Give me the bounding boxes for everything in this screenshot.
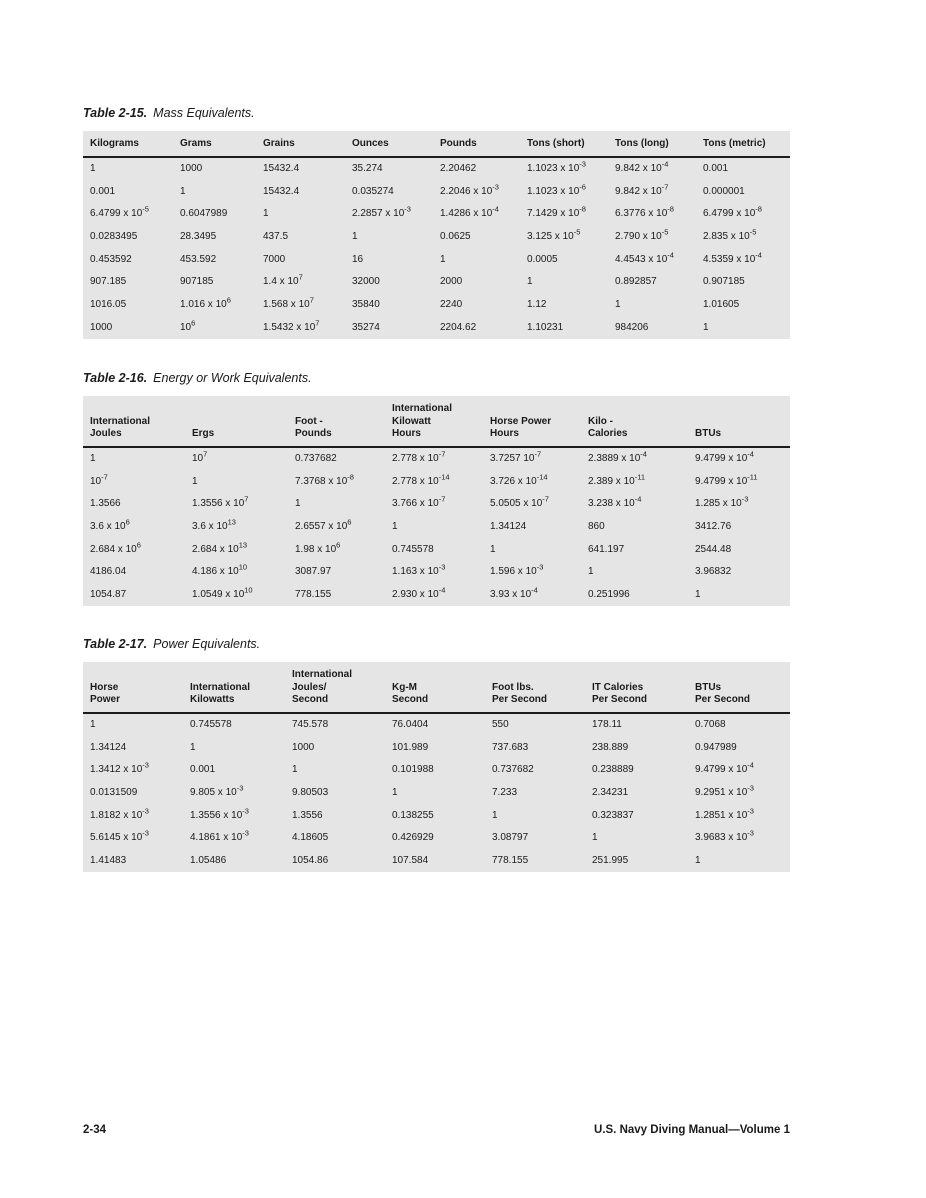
table-row (83, 782, 790, 805)
table-cell: 984206 (615, 321, 649, 333)
table-row (83, 271, 790, 294)
table-cell: 1054.86 (292, 854, 329, 866)
power-equivalents-table (83, 662, 790, 872)
table-cell: 3.6 x $10^6$ (90, 517, 130, 532)
table-cell: 7.1429 x $10^{-8}$ (527, 204, 586, 220)
table-cell: 76.0404 (392, 718, 429, 730)
table-cell: 6.4799 x $10^{-8}$ (703, 204, 762, 220)
table-cell: 1.10231 (527, 321, 564, 333)
table-row (83, 203, 790, 226)
table-cell: 550 (492, 718, 509, 730)
table-cell: 1.1023 x $10^{-6}$ (527, 182, 586, 197)
table-cell: 4.18605 (292, 832, 329, 844)
table-cell: 2.790 x $10^{-5}$ (615, 227, 669, 242)
table-cell: 1.2851 x $10^{-3}$ (695, 806, 754, 821)
table-cell: 28.3495 (180, 230, 217, 242)
table-cell: 453.592 (180, 253, 217, 265)
table-cell: 2.778 x $10^{-14}$ (392, 472, 450, 487)
table-row (83, 294, 790, 317)
mass-equivalents-section (83, 105, 790, 339)
table-cell: 1 (392, 786, 398, 798)
table-cell: 1 (588, 566, 594, 578)
table-cell: 2204.62 (440, 321, 477, 333)
column-header: International Joules (83, 396, 185, 447)
table-title (83, 105, 790, 122)
column-header: Tons (long) (608, 131, 696, 157)
column-header: Kilograms (83, 131, 173, 157)
table-row (83, 713, 790, 737)
table-cell: 0.0131509 (90, 786, 138, 798)
column-header: Horse Power Hours (483, 396, 581, 447)
table-row (83, 584, 790, 607)
table-cell: 3087.97 (295, 566, 332, 578)
table-cell: 778.155 (492, 854, 529, 866)
table-cell: 0.745578 (392, 543, 434, 555)
table-title-text: Mass Equivalents. (153, 106, 255, 120)
table-cell: 4.186 x $10^{10}$ (192, 562, 248, 578)
table-cell: 32000 (352, 276, 380, 288)
table-cell: 0.001 (90, 185, 116, 197)
table-header-row (83, 131, 790, 157)
table-cell: 3.766 x $10^{-7}$ (392, 494, 446, 510)
table-cell: 737.683 (492, 741, 529, 753)
table-cell: 4.4543 x $10^{-4}$ (615, 250, 674, 265)
table-cell: 1.568 x $10^7$ (263, 295, 314, 310)
table-row (83, 248, 790, 271)
table-cell: 0.6047989 (180, 208, 228, 220)
table-cell: 1054.87 (90, 588, 127, 600)
table-cell: 3.125 x $10^{-5}$ (527, 227, 581, 242)
table-cell: 1.8182 x $10^{-3}$ (90, 806, 149, 821)
table-cell: 7.233 (492, 786, 518, 798)
table-cell: 4.5359 x $10^{-4}$ (703, 250, 762, 265)
column-header: Ounces (345, 131, 433, 157)
table-cell: 1.12 (527, 298, 547, 310)
table-cell: 2.835 x $10^{-5}$ (703, 227, 757, 242)
table-cell: 860 (588, 520, 605, 532)
table-cell: 2000 (440, 276, 463, 288)
table-cell: 1.596 x $10^{-3}$ (490, 562, 544, 578)
table-cell: 2.20462 (440, 162, 477, 174)
table-cell: 2.2857 x $10^{-3}$ (352, 204, 411, 220)
table-cell: 1 (180, 185, 186, 197)
table-row (83, 759, 790, 782)
table-cell: 2.684 x $10^6$ (90, 540, 141, 555)
table-cell: 437.5 (263, 230, 289, 242)
table-cell: 0.947989 (695, 741, 737, 753)
table-cell: 1.3566 (90, 498, 121, 510)
table-cell: 35840 (352, 298, 380, 310)
table-cell: 3.08797 (492, 832, 529, 844)
table-cell: 0.453592 (90, 253, 132, 265)
table-cell: 16 (352, 253, 364, 265)
table-row (83, 470, 790, 493)
table-cell: 0.0005 (527, 253, 558, 265)
table-cell: 0.737682 (492, 764, 534, 776)
column-header: International Kilowatts (183, 662, 285, 713)
table-cell: 35274 (352, 321, 380, 333)
table-row (83, 538, 790, 561)
table-cell: 1.41483 (90, 854, 127, 866)
column-header: BTUs (688, 396, 790, 447)
table-cell: 1.4 x $10^7$ (263, 272, 303, 288)
table-cell: 0.138255 (392, 809, 434, 821)
table-row (83, 850, 790, 873)
table-title-label: Table 2-17. (83, 637, 148, 651)
table-title (83, 636, 790, 653)
table-cell: 2.684 x $10^{13}$ (192, 540, 248, 555)
table-cell: 1 (490, 543, 496, 555)
table-row (83, 447, 790, 471)
table-cell: 5.0505 x $10^{-7}$ (490, 494, 549, 510)
table-row (83, 561, 790, 584)
column-header: Foot - Pounds (288, 396, 385, 447)
table-cell: 1.01605 (703, 298, 740, 310)
table-cell: 1 (292, 764, 298, 776)
table-title-text: Power Equivalents. (153, 637, 261, 651)
table-cell: 9.842 x $10^{-4}$ (615, 159, 669, 174)
table-cell: 4186.04 (90, 566, 127, 578)
table-cell: 1 (440, 253, 446, 265)
table-cell: 1016.05 (90, 298, 127, 310)
column-header: Grams (173, 131, 256, 157)
table-cell: 1 (492, 809, 498, 821)
table-cell: 641.197 (588, 543, 625, 555)
table-cell: 2.930 x $10^{-4}$ (392, 585, 446, 600)
column-header: Grains (256, 131, 345, 157)
table-row (83, 804, 790, 827)
table-cell: 1.1023 x $10^{-3}$ (527, 159, 586, 174)
table-cell: 0.892857 (615, 276, 657, 288)
table-cell: $10^7$ (192, 449, 208, 464)
table-cell: 9.842 x $10^{-7}$ (615, 182, 669, 197)
table-cell: 1 (703, 321, 709, 333)
column-header: IT Calories Per Second (585, 662, 688, 713)
column-header: International Joules/ Second (285, 662, 385, 713)
table-cell: 9.4799 x $10^{-4}$ (695, 449, 754, 464)
column-header: Horse Power (83, 662, 183, 713)
table-cell: 7000 (263, 253, 286, 265)
table-header-row (83, 396, 790, 447)
table-cell: 2.2046 x $10^{-3}$ (440, 182, 499, 197)
table-cell: 3.7257 $10^{-7}$ (490, 449, 542, 464)
table-row (83, 180, 790, 203)
table-cell: 907.185 (90, 276, 127, 288)
table-header-row (83, 662, 790, 713)
table-cell: 1 (615, 298, 621, 310)
table-cell: 1 (352, 230, 358, 242)
table-cell: 6.3776 x $10^{-8}$ (615, 204, 674, 220)
table-cell: 0.745578 (190, 718, 232, 730)
table-cell: 3.238 x $10^{-4}$ (588, 494, 642, 510)
column-header: Kg-M Second (385, 662, 485, 713)
energy-work-equivalents-section (83, 370, 790, 606)
table-cell: 3.6 x $10^{13}$ (192, 517, 236, 532)
table-cell: 1 (592, 832, 598, 844)
table-cell: 1.3412 x $10^{-3}$ (90, 760, 149, 776)
table-cell: 1 (695, 588, 701, 600)
table-cell: 107.584 (392, 854, 429, 866)
table-cell: 0.101988 (392, 764, 434, 776)
table-cell: 5.6145 x $10^{-3}$ (90, 828, 149, 844)
table-row (83, 827, 790, 850)
table-cell: 1.05486 (190, 854, 227, 866)
table-cell: 3.726 x $10^{-14}$ (490, 472, 548, 487)
table-cell: 0.737682 (295, 452, 337, 464)
table-cell: 238.889 (592, 741, 629, 753)
table-cell: 1.3556 x $10^{-3}$ (190, 806, 249, 821)
table-cell: 1 (90, 718, 96, 730)
table-cell: 1.3556 (292, 809, 323, 821)
table-row (83, 516, 790, 539)
table-cell: 3.9683 x $10^{-3}$ (695, 828, 754, 844)
column-header: BTUs Per Second (688, 662, 790, 713)
table-cell: 2544.48 (695, 543, 732, 555)
column-header: Tons (short) (520, 131, 608, 157)
column-header: Ergs (185, 396, 288, 447)
table-cell: 1.016 x $10^6$ (180, 295, 231, 310)
table-row (83, 316, 790, 339)
table-cell: 9.4799 x $10^{-11}$ (695, 472, 758, 487)
table-cell: 1000 (90, 321, 113, 333)
table-cell: 0.323837 (592, 809, 634, 821)
table-cell: 1 (263, 208, 269, 220)
table-cell: 4.1861 x $10^{-3}$ (190, 828, 249, 844)
table-cell: 2.6557 x $10^6$ (295, 517, 352, 532)
page-number: 2-34 (83, 1124, 107, 1136)
table-cell: 1 (527, 276, 533, 288)
table-cell: 1 (90, 452, 96, 464)
table-title-label: Table 2-16. (83, 371, 148, 385)
table-cell: 2.34231 (592, 786, 629, 798)
table-cell: 2.3889 x $10^{-4}$ (588, 449, 647, 464)
column-header: Tons (metric) (696, 131, 790, 157)
table-cell: 0.0283495 (90, 230, 138, 242)
table-cell: 0.7068 (695, 718, 726, 730)
table-cell: 1.34124 (90, 741, 127, 753)
table-cell: 251.995 (592, 854, 629, 866)
table-cell: 1 (695, 854, 701, 866)
table-cell: 1 (392, 520, 398, 532)
table-cell: 1.4286 x $10^{-4}$ (440, 204, 499, 220)
table-cell: 1.3556 x $10^7$ (192, 494, 249, 510)
table-cell: 745.578 (292, 718, 329, 730)
page-footer (83, 1124, 790, 1136)
table-cell: 2.778 x $10^{-7}$ (392, 449, 446, 464)
table-cell: 9.805 x $10^{-3}$ (190, 783, 244, 798)
column-header: Pounds (433, 131, 520, 157)
footer-manual-title: U.S. Navy Diving Manual—Volume 1 (594, 1124, 790, 1136)
table-cell: 1 (190, 741, 196, 753)
table-cell: 0.000001 (703, 185, 745, 197)
table-cell: $10^{-7}$ (90, 472, 108, 487)
table-cell: 9.4799 x $10^{-4}$ (695, 760, 754, 776)
table-cell: 1.163 x $10^{-3}$ (392, 562, 446, 578)
table-cell: 0.001 (703, 162, 729, 174)
table-cell: 101.989 (392, 741, 429, 753)
table-cell: 1.5432 x $10^7$ (263, 318, 320, 333)
table-cell: 1 (192, 475, 198, 487)
table-cell: 178.11 (592, 718, 622, 730)
table-cell: 6.4799 x $10^{-5}$ (90, 204, 149, 220)
table-title-text: Energy or Work Equivalents. (153, 371, 312, 385)
table-cell: 3.93 x $10^{-4}$ (490, 585, 538, 600)
table-cell: 1.0549 x $10^{10}$ (192, 585, 253, 600)
table-cell: 0.001 (190, 764, 216, 776)
table-row (83, 157, 790, 181)
table-title-label: Table 2-15. (83, 106, 148, 120)
column-header: Foot lbs. Per Second (485, 662, 585, 713)
table-cell: 1000 (292, 741, 315, 753)
table-cell: 9.80503 (292, 786, 329, 798)
table-cell: 9.2951 x $10^{-3}$ (695, 783, 754, 798)
table-cell: 1.285 x $10^{-3}$ (695, 494, 749, 510)
column-header: International Kilowatt Hours (385, 396, 483, 447)
column-header: Kilo - Calories (581, 396, 688, 447)
table-cell: 1.98 x $10^6$ (295, 540, 341, 555)
table-cell: 7.3768 x $10^{-8}$ (295, 472, 354, 487)
table-row (83, 493, 790, 516)
table-cell: 15432.4 (263, 185, 300, 197)
mass-equivalents-table (83, 131, 790, 339)
table-cell: 0.251996 (588, 588, 630, 600)
energy-work-equivalents-table (83, 396, 790, 606)
table-cell: $10^6$ (180, 318, 196, 333)
table-cell: 778.155 (295, 588, 332, 600)
table-cell: 1.34124 (490, 520, 527, 532)
table-cell: 0.907185 (703, 276, 745, 288)
table-row (83, 226, 790, 249)
table-cell: 0.035274 (352, 185, 394, 197)
table-cell: 35.274 (352, 162, 383, 174)
table-row (83, 736, 790, 759)
table-cell: 3412.76 (695, 520, 732, 532)
table-cell: 3.96832 (695, 566, 732, 578)
table-cell: 1000 (180, 162, 203, 174)
table-cell: 1 (90, 162, 96, 174)
table-title (83, 370, 790, 387)
table-cell: 1 (295, 498, 301, 510)
table-cell: 15432.4 (263, 162, 300, 174)
table-cell: 0.0625 (440, 230, 471, 242)
table-cell: 907185 (180, 276, 214, 288)
table-cell: 0.238889 (592, 764, 634, 776)
table-cell: 2240 (440, 298, 463, 310)
power-equivalents-section (83, 636, 790, 872)
table-cell: 2.389 x $10^{-11}$ (588, 472, 646, 487)
table-cell: 0.426929 (392, 832, 434, 844)
